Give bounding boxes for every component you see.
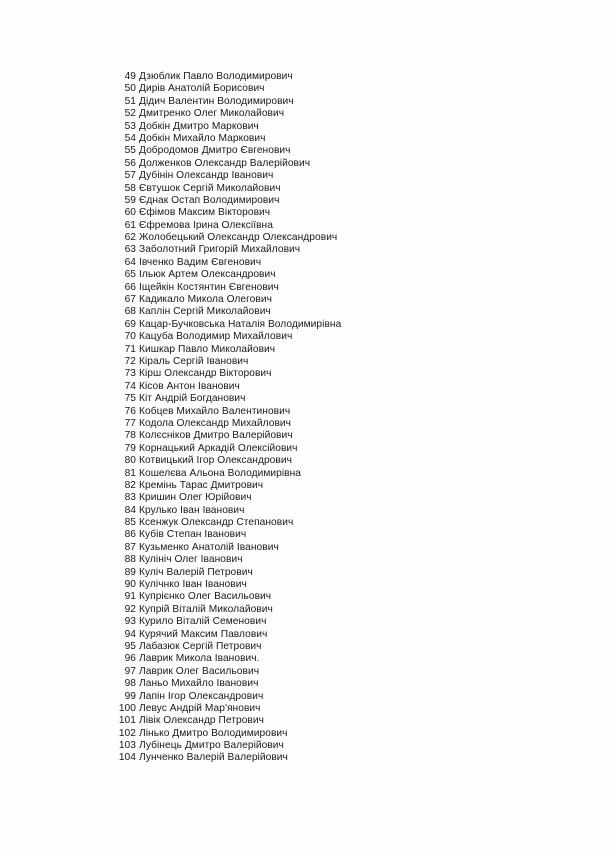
entry-number: 68 <box>124 306 136 318</box>
entry-name: Кірш Олександр Вікторович <box>139 368 272 380</box>
entry-name: Лаврик Микола Іванович. <box>139 653 260 665</box>
list-item <box>0 220 610 232</box>
entry-name: Кришин Олег Юрійович <box>139 492 252 504</box>
list-item <box>0 121 610 133</box>
entry-name: Кузьменко Анатолій Іванович <box>139 541 279 553</box>
entry-number: 85 <box>124 517 136 529</box>
entry-name: Іщейкін Костянтин Євгенович <box>139 281 279 293</box>
entry-name: Кіраль Сергій Іванович <box>139 355 249 367</box>
entry-name: Кошелєва Альона Володимирівна <box>139 467 302 479</box>
entry-name: Курячий Максим Павлович <box>139 628 268 640</box>
entry-name: Купрій Віталій Миколайович <box>139 603 273 615</box>
list-item <box>0 740 610 752</box>
list-item <box>0 207 610 219</box>
entry-name: Лапін Ігор Олександрович <box>139 690 264 702</box>
list-item <box>0 71 610 83</box>
entry-name: Дирів Анатолій Борисович <box>139 83 265 95</box>
entry-number: 59 <box>124 194 136 206</box>
entry-name: Корнацький Аркадій Олексійович <box>139 442 298 454</box>
entry-number: 96 <box>124 653 136 665</box>
list-item <box>0 529 610 541</box>
entry-number: 66 <box>124 281 136 293</box>
entry-number: 103 <box>118 740 136 752</box>
entry-name: Лубінець Дмитро Валерійович <box>139 740 284 752</box>
entry-number: 53 <box>124 120 136 132</box>
list-item <box>0 641 610 653</box>
entry-number: 67 <box>124 294 136 306</box>
entry-number: 80 <box>124 455 136 467</box>
entry-number: 74 <box>124 380 136 392</box>
list-item <box>0 455 610 467</box>
list-item <box>0 244 610 256</box>
entry-name: Кубів Степан Іванович <box>139 529 247 541</box>
list-item <box>0 232 610 244</box>
list-item <box>0 344 610 356</box>
list-item <box>0 505 610 517</box>
entry-number: 88 <box>124 554 136 566</box>
list-item <box>0 319 610 331</box>
entry-name: Кацуба Володимир Михайлович <box>139 331 293 343</box>
list-item <box>0 393 610 405</box>
entry-number: 95 <box>124 640 136 652</box>
entry-number: 63 <box>124 244 136 256</box>
list-item <box>0 691 610 703</box>
list-item <box>0 542 610 554</box>
list-item <box>0 96 610 108</box>
list-item <box>0 678 610 690</box>
entry-name: Курило Віталій Семенович <box>139 616 267 628</box>
list-item <box>0 418 610 430</box>
list-item <box>0 604 610 616</box>
name-list <box>0 71 610 765</box>
list-item <box>0 616 610 628</box>
list-item <box>0 83 610 95</box>
entry-name: Кацар-Бучковська Наталія Володимирівна <box>139 318 342 330</box>
list-item <box>0 554 610 566</box>
entry-name: Кадикало Микола Олегович <box>139 294 272 306</box>
entry-name: Купрієнко Олег Васильович <box>139 591 272 603</box>
entry-name: Івченко Вадим Євгенович <box>139 256 262 268</box>
entry-name: Куліч Валерій Петрович <box>139 566 253 578</box>
entry-number: 92 <box>124 603 136 615</box>
entry-name: Долженков Олександр Валерійович <box>139 157 311 169</box>
entry-number: 77 <box>124 417 136 429</box>
entry-name: Кісов Антон Іванович <box>139 380 240 392</box>
list-item <box>0 306 610 318</box>
list-item <box>0 591 610 603</box>
entry-name: Дмитренко Олег Миколайович <box>139 108 285 120</box>
entry-number: 102 <box>118 727 136 739</box>
list-item <box>0 468 610 480</box>
entry-number: 56 <box>124 157 136 169</box>
entry-name: Кулічнко Іван Іванович <box>139 579 247 591</box>
list-item <box>0 480 610 492</box>
entry-name: Кишкар Павло Миколайович <box>139 343 276 355</box>
entry-number: 89 <box>124 566 136 578</box>
entry-number: 78 <box>124 430 136 442</box>
list-item <box>0 145 610 157</box>
entry-name: Кулініч Олег Іванович <box>139 554 243 566</box>
entry-number: 97 <box>124 665 136 677</box>
entry-name: Єфімов Максим Вікторович <box>139 207 271 219</box>
list-item <box>0 666 610 678</box>
list-item <box>0 517 610 529</box>
entry-number: 93 <box>124 616 136 628</box>
entry-name: Дзюблик Павло Володимирович <box>139 71 293 82</box>
entry-number: 60 <box>124 207 136 219</box>
entry-number: 100 <box>118 702 136 714</box>
entry-name: Левус Андрій Мар'янович <box>139 702 261 714</box>
list-item <box>0 356 610 368</box>
entry-number: 61 <box>124 219 136 231</box>
list-item <box>0 653 610 665</box>
entry-number: 83 <box>124 492 136 504</box>
entry-number: 73 <box>124 368 136 380</box>
entry-number: 57 <box>124 170 136 182</box>
list-item <box>0 492 610 504</box>
entry-number: 81 <box>124 467 136 479</box>
entry-number: 54 <box>124 132 136 144</box>
entry-name: Лабазюк Сергій Петрович <box>139 640 262 652</box>
entry-name: Крулько Іван Іванович <box>139 504 245 516</box>
entry-number: 84 <box>124 504 136 516</box>
entry-number: 52 <box>124 108 136 120</box>
list-item <box>0 183 610 195</box>
entry-name: Лінько Дмитро Володимирович <box>139 727 288 739</box>
list-item <box>0 715 610 727</box>
list-item <box>0 170 610 182</box>
list-item <box>0 752 610 764</box>
entry-number: 75 <box>124 393 136 405</box>
entry-name: Кобцев Михайло Валентинович <box>139 405 291 417</box>
list-item <box>0 158 610 170</box>
entry-name: Ксенжук Олександр Степанович <box>139 517 294 529</box>
entry-number: 101 <box>118 715 136 727</box>
entry-name: Добкін Дмитро Маркович <box>139 120 259 132</box>
entry-number: 62 <box>124 232 136 244</box>
list-item <box>0 443 610 455</box>
entry-number: 98 <box>124 678 136 690</box>
entry-number: 71 <box>124 343 136 355</box>
list-item <box>0 133 610 145</box>
entry-name: Лунченко Валерій Валерійович <box>139 752 288 764</box>
entry-name: Дідич Валентин Володимирович <box>139 95 294 107</box>
list-item <box>0 728 610 740</box>
entry-name: Єфремова Ірина Олексіївна <box>139 219 273 231</box>
list-item <box>0 257 610 269</box>
entry-number: 72 <box>124 355 136 367</box>
entry-name: Євтушок Сергій Миколайович <box>139 182 281 194</box>
entry-number: 50 <box>124 83 136 95</box>
list-item <box>0 269 610 281</box>
list-item <box>0 406 610 418</box>
list-item <box>0 567 610 579</box>
list-item <box>0 579 610 591</box>
entry-number: 58 <box>124 182 136 194</box>
entry-name: Жолобецький Олександр Олександрович <box>139 232 338 244</box>
entry-number: 70 <box>124 331 136 343</box>
list-item <box>0 195 610 207</box>
entry-name: Лаврик Олег Васильович <box>139 665 260 677</box>
entry-name: Колєсніков Дмитро Валерійович <box>139 430 293 442</box>
list-item <box>0 108 610 120</box>
entry-number: 69 <box>124 318 136 330</box>
entry-name: Каплін Сергій Миколайович <box>139 306 271 318</box>
entry-number: 65 <box>124 269 136 281</box>
entry-name: Лівік Олександр Петрович <box>139 715 264 727</box>
entry-number: 99 <box>124 690 136 702</box>
entry-number: 64 <box>124 256 136 268</box>
entry-name: Дубінін Олександр Іванович <box>139 170 274 182</box>
list-item <box>0 703 610 715</box>
entry-number: 55 <box>124 145 136 157</box>
entry-number: 86 <box>124 529 136 541</box>
entry-name: Котвицький Ігор Олександрович <box>139 455 292 467</box>
entry-name: Добродомов Дмитро Євгенович <box>139 145 291 157</box>
entry-number: 49 <box>124 71 136 82</box>
list-item <box>0 294 610 306</box>
entry-name: Кремінь Тарас Дмитрович <box>139 479 264 491</box>
entry-name: Заболотний Григорій Михайлович <box>139 244 301 256</box>
list-item <box>0 282 610 294</box>
list-item <box>0 368 610 380</box>
entry-number: 87 <box>124 541 136 553</box>
entry-name: Кодола Олександр Михайлович <box>139 417 292 429</box>
entry-number: 76 <box>124 405 136 417</box>
entry-name: Кіт Андрій Богданович <box>139 393 246 405</box>
list-item <box>0 331 610 343</box>
entry-number: 94 <box>124 628 136 640</box>
entry-number: 104 <box>118 752 136 764</box>
entry-name: Ільюк Артем Олександрович <box>139 269 276 281</box>
list-item <box>0 381 610 393</box>
entry-name: Ланьо Михайло Іванович <box>139 678 259 690</box>
entry-number: 90 <box>124 579 136 591</box>
list-item <box>0 629 610 641</box>
entry-number: 82 <box>124 479 136 491</box>
entry-number: 91 <box>124 591 136 603</box>
entry-number: 79 <box>124 442 136 454</box>
entry-name: Єднак Остап Володимирович <box>139 194 280 206</box>
entry-number: 51 <box>124 95 136 107</box>
list-item <box>0 430 610 442</box>
entry-name: Добкін Михайло Маркович <box>139 132 266 144</box>
